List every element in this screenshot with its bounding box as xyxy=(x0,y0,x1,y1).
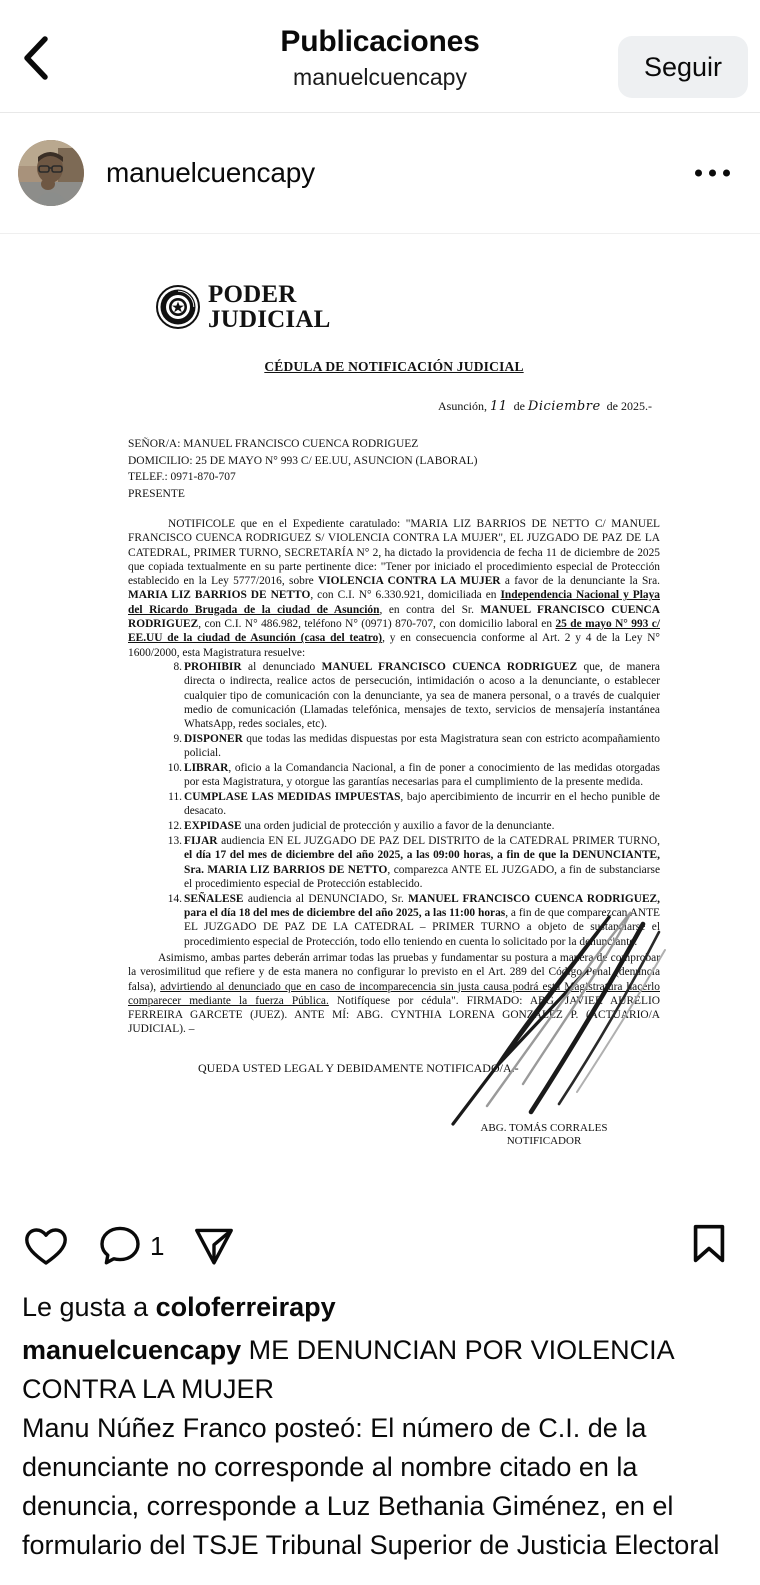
resolution-item xyxy=(162,790,660,819)
body-mid-4: , con C.I. N° 486.982, teléfono N° (0971) 870-707, con domicilio laboral en xyxy=(198,618,556,631)
page-subtitle: manuelcuencapy xyxy=(293,64,467,90)
resolution-item-text: que todas las medidas dispuestas por esta Magistratura sean con estricto acompañamiento policial. xyxy=(184,732,660,760)
body-intro-text: NOTIFICOLE que en el Expediente caratulado: "MARIA LIZ BARRIOS DE NETTO C/ MANUEL FRANCISCO CUENCA RODRIGUEZ S/ VIOLENCIA CONTRA LA MUJER", EL JUZGADO DE PAZ DE LA CATEDRAL, PRIMER TURNO, SECRETARÍA N° 2, ha dictado la providencia de fecha 11 de diciembre de 2025 que copiada textualmente en su parte pertinente dice: "Tener por iniciado el procedimiento especial de Protección establecido en la Ley 5777/2016, sobre xyxy=(128,518,660,588)
domicile-value: 25 DE MAYO N° 993 C/ EE.UU, ASUNCION (LABORAL) xyxy=(195,454,478,467)
resolution-item-lead: SEÑALESE xyxy=(184,892,244,905)
more-dot xyxy=(695,170,702,177)
phone-value: 0971-870-707 xyxy=(170,471,236,483)
share-button[interactable] xyxy=(190,1222,238,1270)
resolution-item-number: 8. xyxy=(173,660,182,673)
resolution-item-bold: el día 17 del mes de diciembre del año 2025, a las 09:00 horas, a fin de que la DENUNCIANTE, Sra. MARIA LIZ BARRIOS DE NETTO xyxy=(184,849,660,876)
date-month-handwritten: Diciembre xyxy=(527,399,601,414)
domicile-label: DOMICILIO: xyxy=(128,454,193,467)
bookmark-icon xyxy=(686,1221,732,1267)
present-line: PRESENTE xyxy=(128,487,185,500)
document-closing-paragraph xyxy=(128,951,660,1037)
resolution-item-lead: LIBRAR xyxy=(184,762,229,775)
comment-count: 1 xyxy=(150,1230,165,1261)
resolution-item-text-tail: que, de manera directa o indirecta, realice actos de persecución, intimidación o acoso a la denunciante, o establecer cualquier tipo de comunicación con la denunciante, ya sea de manera personal, o a través de cualquier medio de comunicación (Llamadas telefónica, mensajes de texto, servicios de mensajería instantánea WhatsApp, redes sociales, etc). xyxy=(184,660,660,731)
heart-icon xyxy=(22,1222,70,1270)
logo-line-poder: PODER xyxy=(208,281,297,308)
page-title: Publicaciones xyxy=(280,25,480,58)
poder-judicial-logo xyxy=(156,282,660,332)
addressee-value: MANUEL FRANCISCO CUENCA RODRIGUEZ xyxy=(183,438,419,450)
likes-username[interactable]: coloferreirapy xyxy=(155,1292,336,1322)
comment-button[interactable] xyxy=(96,1222,164,1270)
date-city: Asunción, xyxy=(438,399,488,413)
like-button[interactable] xyxy=(22,1222,70,1270)
resolution-item-number: 9. xyxy=(173,732,182,745)
logo-wordmark xyxy=(208,282,330,332)
signer-name: ABG. TOMÁS CORRALES xyxy=(480,1121,608,1134)
logo-line-judicial: JUDICIAL xyxy=(208,306,331,333)
more-dot xyxy=(709,170,716,177)
domicile-line xyxy=(128,453,660,470)
phone-line xyxy=(128,469,660,486)
back-button[interactable] xyxy=(8,30,64,86)
caption-area xyxy=(0,1287,760,1585)
resolution-item-lead: CUMPLASE LAS MEDIDAS IMPUESTAS xyxy=(184,791,401,804)
resolution-item-number: 14. xyxy=(167,892,182,905)
likes-line xyxy=(22,1287,738,1327)
resolution-item-text: , bajo apercibimiento de incurrir en el hecho punible de desacato. xyxy=(184,791,660,818)
resolution-item-text: una orden judicial de protección y auxilio a favor de la denunciante. xyxy=(241,820,555,833)
phone-label: TELEF.: xyxy=(128,471,168,483)
resolution-item-lead: FIJAR xyxy=(184,835,218,848)
closing-text-a: Asimismo, ambas partes deberán arrimar todas las pruebas y fundamentar su postura a manera de comprobar la verosimilitud que refiere y de esta manera no configurar lo previsto en el Art. 289 del Código Penal (denuncia falsa), xyxy=(128,951,660,993)
resolution-item-lead: DISPONER xyxy=(184,732,243,745)
resolution-item-number: 12. xyxy=(167,820,182,833)
date-de: de xyxy=(513,399,525,413)
resolution-item xyxy=(162,732,660,761)
resolution-item-bold: MANUEL FRANCISCO CUENCA RODRIGUEZ xyxy=(321,660,578,673)
body-bold-denunciante: MARIA LIZ BARRIOS DE NETTO xyxy=(128,589,311,602)
avatar-image xyxy=(18,140,84,206)
resolution-item xyxy=(162,660,660,731)
resolution-item xyxy=(162,761,660,790)
date-day-handwritten: 11 xyxy=(490,399,508,414)
addressee-line xyxy=(128,436,660,453)
body-end-text: , y en consecuencia conforme al Art. 2 y 4 de la Ley N° 1600/2000, esta Magistratura resuelve: xyxy=(128,632,660,659)
post-username[interactable]: manuelcuencapy xyxy=(106,157,315,188)
avatar[interactable] xyxy=(18,140,84,206)
document-date-line xyxy=(128,399,660,414)
resolution-item xyxy=(162,834,660,891)
addressee-label: SEÑOR/A: xyxy=(128,438,181,450)
document-notified-line: QUEDA USTED LEGAL Y DEBIDAMENTE NOTIFICADO/A.- xyxy=(198,1060,519,1075)
likes-prefix: Le gusta a xyxy=(22,1292,156,1322)
closing-text-b: Notifíquese por cédula". FIRMADO: ABG. JAVIER AURELIO FERREIRA GARCETE (JUEZ). ANTE MÍ: ABG. CYNTHIA LORENA GONZÁLEZ P. (ACTUARIO/A JUDICIAL). – xyxy=(128,994,660,1036)
signature-block xyxy=(128,1122,660,1148)
document-resolution-list xyxy=(162,660,660,949)
caption-text: ME DENUNCIAN POR VIOLENCIA CONTRA LA MUJER xyxy=(22,1335,674,1404)
document-body-intro xyxy=(128,517,660,660)
resolution-item-text: audiencia al DENUNCIADO, Sr. xyxy=(243,892,409,905)
post-caption xyxy=(22,1331,738,1409)
resolution-item-number: 13. xyxy=(167,835,182,848)
resolution-item xyxy=(162,892,660,949)
top-navigation-bar xyxy=(0,0,760,113)
resolution-item-text-tail: , comparezca ANTE EL JUZGADO, a fin de substanciarse el procedimiento especial de Protección establecido. xyxy=(184,863,660,890)
signer-role: NOTIFICADOR xyxy=(506,1134,582,1147)
body-underline-domicilio: Independencia Nacional y Playa del Ricardo Brugada de la ciudad de Asunción xyxy=(128,589,660,616)
more-dot xyxy=(723,170,730,177)
date-year: de 2025.- xyxy=(606,399,652,413)
resolution-item-text-tail: , a fin de que comparezcan ANTE EL JUZGADO DE PAZ DE LA CATEDRAL – PRIMER TURNO a objeto de sustanciarse el procedimiento especial de Protección, todo ello teniendo en cuenta lo solicitado por la denunciante. xyxy=(184,907,660,948)
caption-extra-text: Manu Núñez Franco posteó: El número de C.I. de la denunciante no corresponde al nombre citado en la denuncia, corresponde a Luz Bethania Giménez, en el formulario del TSJE Tribunal Superior de Justicia Electoral xyxy=(22,1413,720,1560)
chevron-left-icon xyxy=(23,36,49,80)
resolution-item-text: , oficio a la Comandancia Nacional, a fin de poner a conocimiento de las medidas otorgadas por esta Magistratura, y otorgue las garantías necesarias para el cumplimiento de la presente medida. xyxy=(184,762,660,789)
resolution-item-number: 11. xyxy=(168,791,182,804)
poder-judicial-seal-icon xyxy=(156,285,200,329)
body-bold-denunciado: MANUEL FRANCISCO CUENCA RODRIGUEZ xyxy=(128,603,660,631)
resolution-item xyxy=(162,819,660,833)
body-mid-3: , en contra del Sr. xyxy=(379,603,481,616)
resolution-item-lead: PROHIBIR xyxy=(184,660,242,673)
post-action-bar xyxy=(0,1205,760,1287)
follow-button[interactable]: Seguir xyxy=(618,36,748,98)
judicial-notice-document xyxy=(128,282,660,1205)
closing-underlined: advirtiendo al denunciado que en caso de incomparecencia sin justa causa podrá esta Magistratura hacerlo comparecer mediante la fuerza Pública. xyxy=(128,980,660,1007)
resolution-item-number: 10. xyxy=(167,762,182,775)
share-paper-plane-icon xyxy=(190,1222,238,1270)
resolution-item-bold: MANUEL FRANCISCO CUENCA RODRIGUEZ, para el día 18 del mes de diciembre del año 2025, a las 11:00 horas xyxy=(184,892,660,920)
caption-username[interactable]: manuelcuencapy xyxy=(22,1335,242,1365)
post-media-scanned-document[interactable] xyxy=(0,233,760,1205)
body-mid-1: a favor de la denunciante la Sra. xyxy=(500,575,660,588)
body-bold-violencia: VIOLENCIA CONTRA LA MUJER xyxy=(318,575,501,588)
post-header xyxy=(0,113,760,233)
document-addressee-block xyxy=(128,436,660,502)
save-button[interactable] xyxy=(686,1221,732,1272)
document-heading: CÉDULA DE NOTIFICACIÓN JUDICIAL xyxy=(264,359,524,374)
body-mid-2: , con C.I. N° 6.330.921, domiciliada en xyxy=(310,589,501,602)
resolution-item-lead: EXPIDASE xyxy=(184,820,242,833)
resolution-item-text: al denunciado xyxy=(241,660,322,673)
comment-bubble-icon xyxy=(96,1222,144,1270)
more-options-button[interactable] xyxy=(681,156,744,191)
body-underline-laboral: 25 de mayo N° 993 c/ EE.UU de la ciudad de Asunción (casa del teatro) xyxy=(128,618,660,645)
resolution-item-text: audiencia EN EL JUZGADO DE PAZ DEL DISTRITO de la CATEDRAL PRIMER TURNO, xyxy=(217,835,660,848)
